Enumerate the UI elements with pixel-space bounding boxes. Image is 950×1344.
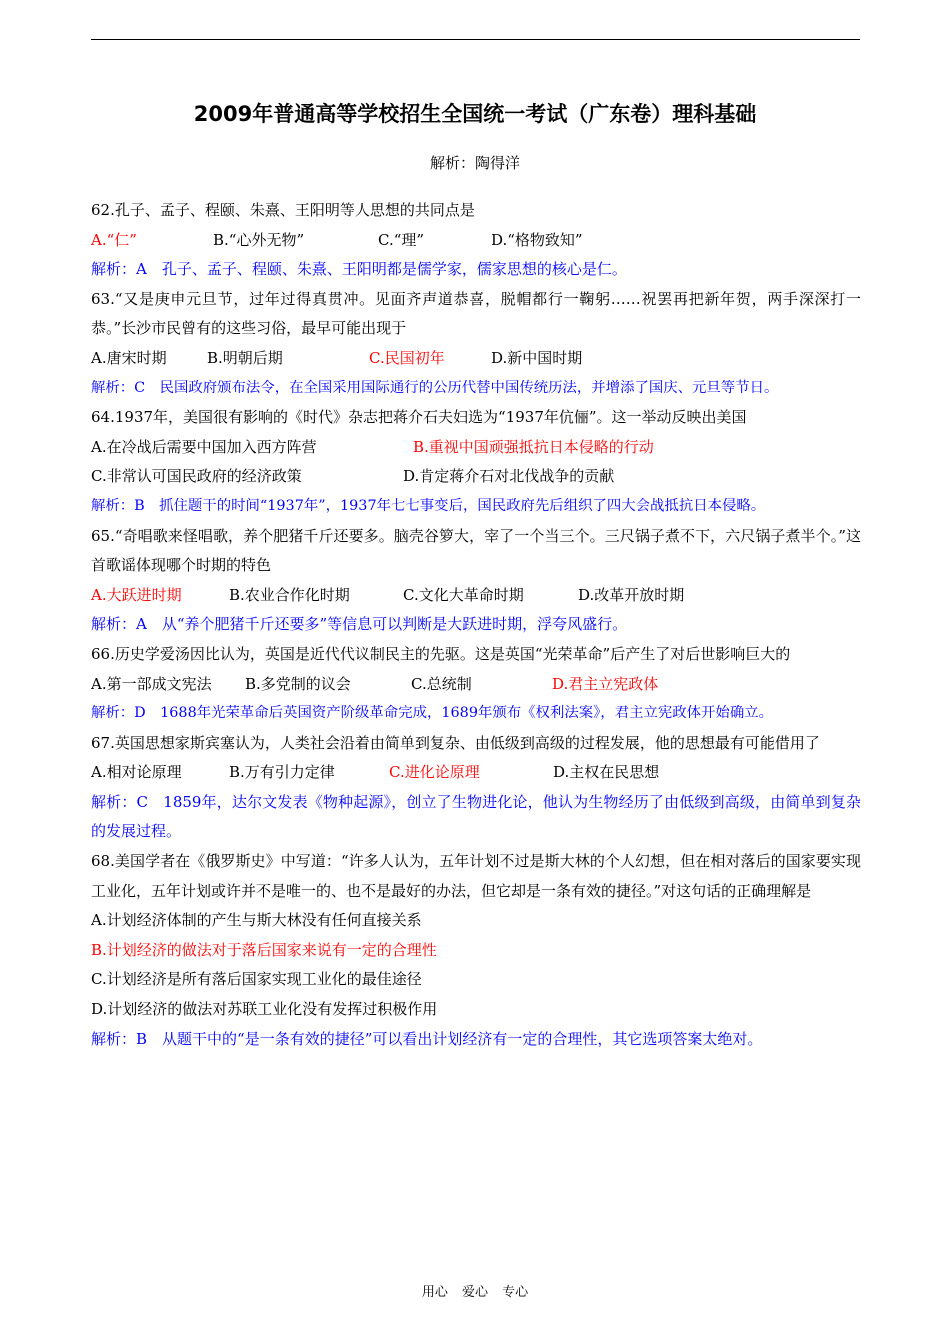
q62-stem: 62.孔子、孟子、程颐、朱熹、王阳明等人思想的共同点是 — [91, 201, 475, 219]
q64-options-row1 — [91, 433, 861, 463]
q63-option-a: A.唐宋时期 — [91, 348, 167, 367]
q68-option-d: D.计划经济的做法对苏联工业化没有发挥过积极作用 — [91, 1000, 438, 1019]
q67-stem: 67.英国思想家斯宾塞认为，人类社会沿着由简单到复杂、由低级到高级的过程发展，他的思想最有可能借用了 — [91, 733, 820, 752]
q65-options — [91, 581, 861, 611]
q65-option-a: A.大跃进时期 — [91, 585, 182, 604]
q66-option-d: D.君主立宪政体 — [552, 674, 659, 693]
q63-analysis: 解析：C 民国政府颁布法令，在全国采用国际通行的公历代替中国传统历法，并增添了国庆、元旦等节日。 — [91, 379, 779, 396]
q64-options-row2 — [91, 462, 861, 492]
q63-option-d: D.新中国时期 — [491, 348, 583, 367]
q67-option-c: C.进化论原理 — [389, 763, 480, 782]
q62-option-b: B.“心外无物” — [213, 230, 305, 249]
q67-options — [91, 758, 861, 788]
q68-stem: 68.美国学者在《俄罗斯史》中写道：“许多人认为，五年计划不过是斯大林的个人幻想，但在相对落后的国家要实现工业化，五年计划或许并不是唯一的、也不是最好的办法，但它却是一条有效的捷径。”对这句话的正确理解是 — [91, 852, 861, 900]
q66-stem: 66.历史学爱汤因比认为，英国是近代代议制民主的先驱。这是英国“光荣革命”后产生了对后世影响巨大的 — [91, 644, 791, 663]
q63-options — [91, 344, 861, 374]
q63-option-c: C.民国初年 — [369, 348, 445, 367]
q64-option-b: B.重视中国顽强抵抗日本侵略的行动 — [413, 437, 654, 456]
q67-option-b: B.万有引力定律 — [229, 763, 335, 782]
q64-stem: 64.1937年，美国很有影响的《时代》杂志把蒋介石夫妇选为“1937年伉俪”。这一举动反映出美国 — [91, 408, 747, 427]
page-title: 2009年普通高等学校招生全国统一考试（广东卷）理科基础 — [193, 102, 757, 126]
q63-stem: 63.“又是庚申元旦节，过年过得真贯冲。见面齐声道恭喜，脱帽都行一鞠躬……祝罢再把新年贺，两手深深打一恭。”长沙市民曾有的这些习俗，最早可能出现于 — [91, 289, 861, 338]
q62-option-c: C.“理” — [378, 230, 425, 249]
q67-option-a: A.相对论原理 — [91, 763, 182, 782]
q66-options — [91, 670, 861, 700]
q65-option-d: D.改革开放时期 — [578, 585, 685, 604]
q64-option-c: C.非常认可国民政府的经济政策 — [91, 467, 302, 486]
q68-option-c: C.计划经济是所有落后国家实现工业化的最佳途径 — [91, 970, 422, 989]
q66-option-c: C.总统制 — [411, 674, 472, 693]
q65-analysis: 解析：A 从“养个肥猪千斤还要多”等信息可以判断是大跃进时期，浮夸风盛行。 — [91, 615, 628, 634]
q65-option-b: B.农业合作化时期 — [229, 585, 350, 604]
q64-option-a: A.在冷战后需要中国加入西方阵营 — [91, 437, 317, 456]
q67-analysis: 解析：C 1859年，达尔文发表《物种起源》，创立了生物进化论，他认为生物经历了由低级到高级，由简单到复杂的发展过程。 — [91, 792, 861, 841]
q62-option-a: A.“仁” — [91, 230, 137, 249]
q64-option-d: D.肯定蒋介石对北伐战争的贡献 — [403, 467, 615, 486]
author-line: 解析：陶得洋 — [429, 154, 520, 172]
q68-option-b: B.计划经济的做法对于落后国家来说有一定的合理性 — [91, 940, 437, 959]
q68-option-a: A.计划经济体制的产生与斯大林没有任何直接关系 — [91, 911, 422, 930]
q66-analysis: 解析：D 1688年光荣革命后英国资产阶级革命完成，1689年颁布《权利法案》，君主立宪政体开始确立。 — [91, 705, 773, 722]
q66-option-b: B.多党制的议会 — [245, 674, 351, 693]
q66-option-a: A.第一部成文宪法 — [91, 674, 212, 693]
q65-stem: 65.“奇唱歌来怪唱歌，养个肥猪千斤还要多。脑壳谷箩大，宰了一个当三个。三尺锅子煮不下，六尺锅子煮半个。”这首歌谣体现哪个时期的特色 — [91, 526, 861, 575]
q63-option-b: B.明朝后期 — [207, 348, 283, 367]
page-footer: 用心 爱心 专心 — [421, 1285, 529, 1300]
q67-option-d: D.主权在民思想 — [553, 763, 660, 782]
question-list — [91, 196, 861, 1054]
q62-options — [91, 226, 861, 256]
q68-analysis: 解析：B 从题干中的“是一条有效的捷径”可以看出计划经济有一定的合理性，其它选项答案太绝对。 — [91, 1029, 763, 1048]
q65-option-c: C.文化大革命时期 — [403, 585, 524, 604]
header-rule — [91, 39, 860, 40]
q62-option-d: D.“格物致知” — [491, 230, 583, 249]
q62-analysis: 解析：A 孔子、孟子、程颐、朱熹、王阳明都是儒学家，儒家思想的核心是仁。 — [91, 260, 627, 279]
q64-analysis: 解析：B 抓住题干的时间“1937年”，1937年七七事变后，国民政府先后组织了四大会战抵抗日本侵略。 — [91, 497, 766, 514]
